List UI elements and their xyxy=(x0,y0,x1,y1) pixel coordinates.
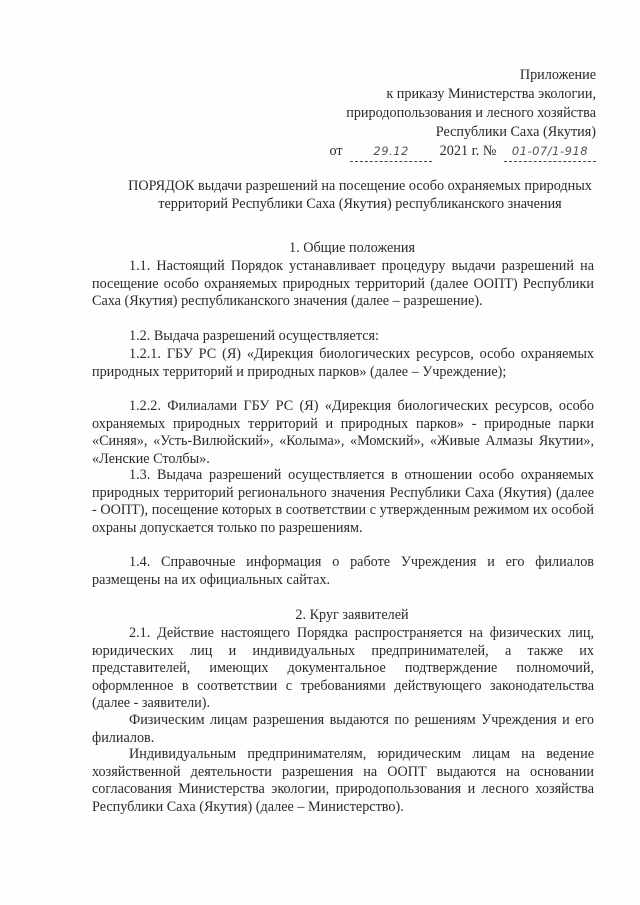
order-number-handwritten: 01-07/1-918 xyxy=(504,142,596,162)
order-prefix: от xyxy=(329,143,343,159)
paragraph-1-3: 1.3. Выдача разрешений осуществляется в отношении особо охраняемых природных территорий регионального значения Республики Саха (Якутия) (далее - ООПТ), посещение которых в соответствии с утвержденным режимом их особой охраны допускается только по разрешениям. xyxy=(92,467,594,536)
appendix-header xyxy=(276,66,596,162)
appendix-republic-name: Республики Саха (Якутия) xyxy=(435,124,596,140)
appendix-order-reference: к приказу Министерства экологии, xyxy=(386,86,596,102)
paragraph-1-4: 1.4. Справочные информация о работе Учреждения и его филиалов размещены на их официальных сайтах. xyxy=(92,554,594,588)
paragraph-1-1: 1.1. Настоящий Порядок устанавливает процедуру выдачи разрешений на посещение особо охраняемых природных территорий (далее ООПТ) Республики Саха (Якутия) республиканского значения (далее – разрешение). xyxy=(92,258,594,310)
paragraph-1-2-2: 1.2.2. Филиалами ГБУ РС (Я) «Дирекция биологических ресурсов, особо охраняемых природных территорий и природных парков» - природные парки «Синяя», «Усть-Вилюйский», «Колыма», «Момский», «Живые Алмазы Якутии», «Ленские Столбы». xyxy=(92,398,594,467)
order-year: 2021 г. № xyxy=(439,143,497,159)
order-date-number-line xyxy=(276,142,596,162)
section-1-heading: 1. Общие положения xyxy=(289,240,415,256)
paragraph-1-2-1: 1.2.1. ГБУ РС (Я) «Дирекция биологических ресурсов, особо охраняемых природных территорий и природных парков» (далее – Учреждение); xyxy=(92,346,594,380)
section-2-heading: 2. Круг заявителей xyxy=(295,607,409,623)
appendix-label: Приложение xyxy=(519,67,596,83)
paragraph-2-2: Физическим лицам разрешения выдаются по решениям Учреждения и его филиалов. xyxy=(92,712,594,746)
appendix-ministry-name: природопользования и лесного хозяйства xyxy=(346,105,596,121)
paragraph-2-1: 2.1. Действие настоящего Порядка распространяется на физических лиц, юридических лиц и индивидуальных предпринимателей, а также их представителей, имеющих документальное подтверждение полномочий, оформленное в соответствии с требованиями действующего законодательства (далее - заявители). xyxy=(92,625,594,712)
paragraph-2-3: Индивидуальным предпринимателям, юридическим лицам на ведение хозяйственной деятельности разрешения на ООПТ выдаются на основании согласования Министерства экологии, природопользования и лесного хозяйства Республики Саха (Якутия) (далее – Министерство). xyxy=(92,746,594,815)
document-title: ПОРЯДОК выдачи разрешений на посещение особо охраняемых природных территорий Республики Саха (Якутия) республиканского значения xyxy=(128,178,592,212)
order-date-handwritten: 29.12 xyxy=(350,142,432,162)
paragraph-1-2: 1.2. Выдача разрешений осуществляется: xyxy=(129,328,379,344)
